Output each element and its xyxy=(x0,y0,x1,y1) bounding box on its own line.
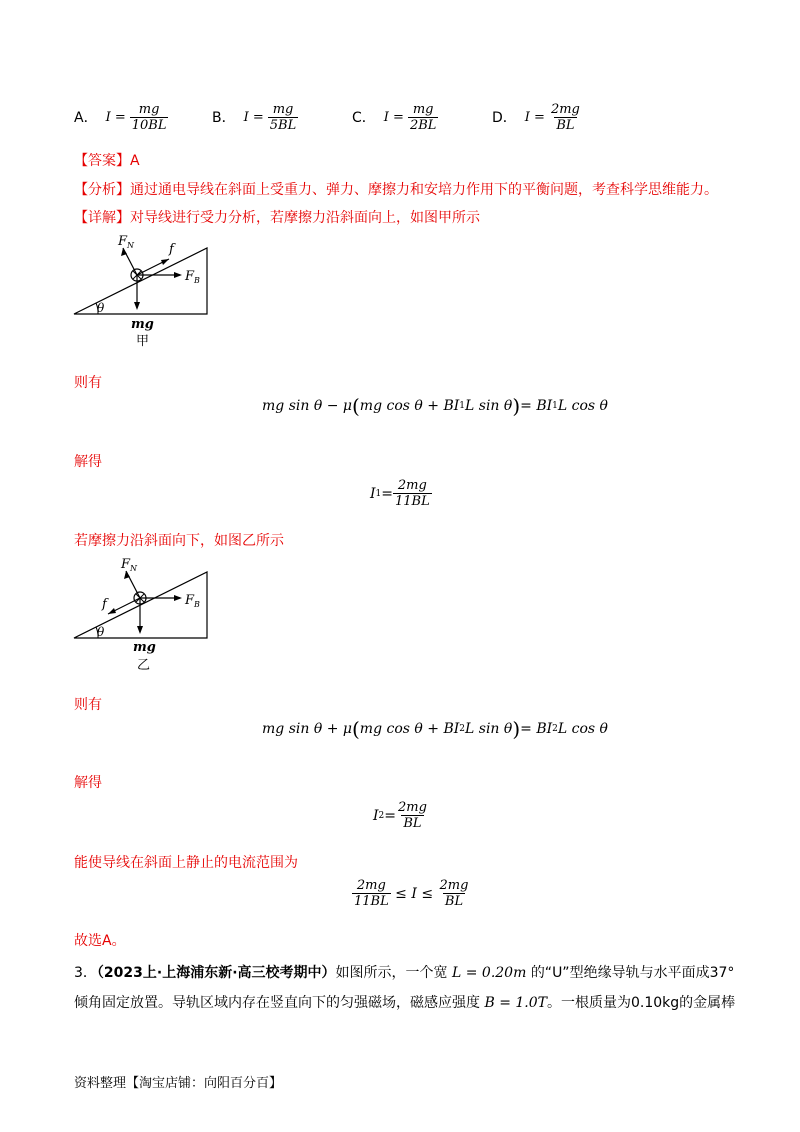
fraction xyxy=(352,878,391,909)
field-value: B = 1.0T xyxy=(484,995,547,1011)
footer-source: 资料整理【淘宝店铺：向阳百分百】 xyxy=(74,1076,283,1091)
eq-part: = BI xyxy=(520,721,553,737)
eq-part: L sin θ xyxy=(465,721,513,737)
paren-close: ) xyxy=(512,717,521,741)
solve-line-2: 解得 xyxy=(74,775,102,791)
result-2 xyxy=(373,800,429,831)
mg-label: mg xyxy=(131,317,154,332)
question-3-line-1 xyxy=(74,962,734,982)
eq-part: L cos θ xyxy=(557,721,608,737)
question-text: 的“U”型绝缘导轨与水平面成37° xyxy=(530,965,735,981)
denominator: 2BL xyxy=(409,117,437,133)
then-line-1: 则有 xyxy=(74,375,102,391)
fraction xyxy=(438,878,471,909)
f-label: f xyxy=(169,242,174,257)
eq-part: = xyxy=(381,485,393,502)
choose-line: 故选A。 xyxy=(74,933,126,949)
paren-open: ( xyxy=(351,394,360,418)
eq-sub: 2 xyxy=(552,724,558,734)
question-text: 如图所示，一个宽 xyxy=(335,965,448,981)
option-lhs: I = xyxy=(524,109,545,125)
option-fraction xyxy=(268,102,298,133)
eq-sub: 1 xyxy=(552,401,558,411)
paren-close: ) xyxy=(512,394,521,418)
fraction xyxy=(393,478,432,509)
eq-sub: 1 xyxy=(375,488,382,499)
question-text: 倾角固定放置。导轨区域内存在竖直向下的匀强磁场，磁感应强度 xyxy=(74,995,480,1011)
equation-2 xyxy=(262,719,608,739)
option-d xyxy=(492,100,582,134)
fb-label: $F_B$ xyxy=(185,593,200,609)
eq-part: mg cos θ + BI xyxy=(359,398,460,414)
numerator: 2mg xyxy=(550,101,580,117)
denominator: 11BL xyxy=(354,894,389,909)
question-3-line-2 xyxy=(74,992,735,1012)
option-lhs: I = xyxy=(105,109,126,125)
numerator: 2mg xyxy=(439,878,469,893)
fn-label: $F_N$ xyxy=(118,234,135,250)
range-text-line: 能使导线在斜面上静止的电流范围为 xyxy=(74,855,298,871)
width-value: L = 0.20m xyxy=(451,965,527,981)
denominator: 10BL xyxy=(131,117,167,133)
denominator: BL xyxy=(444,894,464,909)
eq-sub: 1 xyxy=(459,401,466,411)
equation-1 xyxy=(262,396,608,416)
option-lhs: I = xyxy=(383,109,404,125)
f-label: f xyxy=(102,597,107,612)
option-fraction xyxy=(549,102,582,133)
range-inequality xyxy=(352,878,470,909)
numerator: 2mg xyxy=(398,800,427,815)
eq-part: I xyxy=(373,807,379,824)
option-c xyxy=(352,100,438,134)
eq-sub: 2 xyxy=(459,724,466,734)
denominator: BL xyxy=(403,816,422,831)
eq-part: mg sin θ − μ xyxy=(262,398,352,414)
case-2-line: 若摩擦力沿斜面向下，如图乙所示 xyxy=(74,533,284,549)
then-line-2: 则有 xyxy=(74,697,102,713)
eq-sub: 2 xyxy=(378,810,385,821)
force-diagram-jia xyxy=(70,228,220,358)
option-a xyxy=(74,100,168,134)
figure-caption: 乙 xyxy=(137,658,151,673)
question-source: （2023上·上海浦东新·高三校考期中） xyxy=(96,965,336,981)
force-diagram-yi xyxy=(70,552,220,682)
question-text: 。一根质量为0.10kg的金属棒 xyxy=(546,995,736,1011)
eq-part: = xyxy=(384,807,396,824)
option-lhs: I = xyxy=(243,109,264,125)
option-letter: B． xyxy=(212,110,236,126)
numerator: mg xyxy=(272,101,294,117)
option-letter: C． xyxy=(352,110,376,126)
detail-line: 【详解】对导线进行受力分析，若摩擦力沿斜面向上，如图甲所示 xyxy=(74,210,480,226)
option-b xyxy=(212,100,298,134)
mg-label: mg xyxy=(133,640,156,655)
question-number: 3． xyxy=(74,965,97,981)
denominator: BL xyxy=(556,117,575,133)
fb-label: $F_B$ xyxy=(185,269,200,285)
option-fraction xyxy=(130,102,169,133)
denominator: 5BL xyxy=(269,117,297,133)
eq-part: L sin θ xyxy=(465,398,513,414)
theta-label: θ xyxy=(97,625,105,639)
eq-part: = BI xyxy=(520,398,553,414)
figure-caption: 甲 xyxy=(136,334,150,349)
eq-part: mg cos θ + BI xyxy=(359,721,460,737)
eq-part: ≤ I ≤ xyxy=(390,885,438,902)
numerator: 2mg xyxy=(397,478,427,493)
option-letter: D． xyxy=(492,110,517,126)
fn-label: $F_N$ xyxy=(121,557,138,573)
option-letter: A． xyxy=(74,110,98,126)
numerator: mg xyxy=(138,101,160,117)
solve-line-1: 解得 xyxy=(74,454,102,470)
eq-part: I xyxy=(370,485,376,502)
option-fraction xyxy=(408,102,438,133)
answer-line: 【答案】A xyxy=(74,153,140,169)
theta-label: θ xyxy=(97,301,105,315)
denominator: 11BL xyxy=(395,494,430,509)
analysis-line: 【分析】通过通电导线在斜面上受重力、弹力、摩擦力和安培力作用下的平衡问题，考查科学思维能力。 xyxy=(74,182,718,198)
numerator: 2mg xyxy=(356,878,386,893)
eq-part: L cos θ xyxy=(557,398,608,414)
numerator: mg xyxy=(412,101,434,117)
eq-part: mg sin θ + μ xyxy=(262,721,352,737)
result-1 xyxy=(370,478,432,509)
fraction xyxy=(396,800,429,831)
paren-open: ( xyxy=(351,717,360,741)
